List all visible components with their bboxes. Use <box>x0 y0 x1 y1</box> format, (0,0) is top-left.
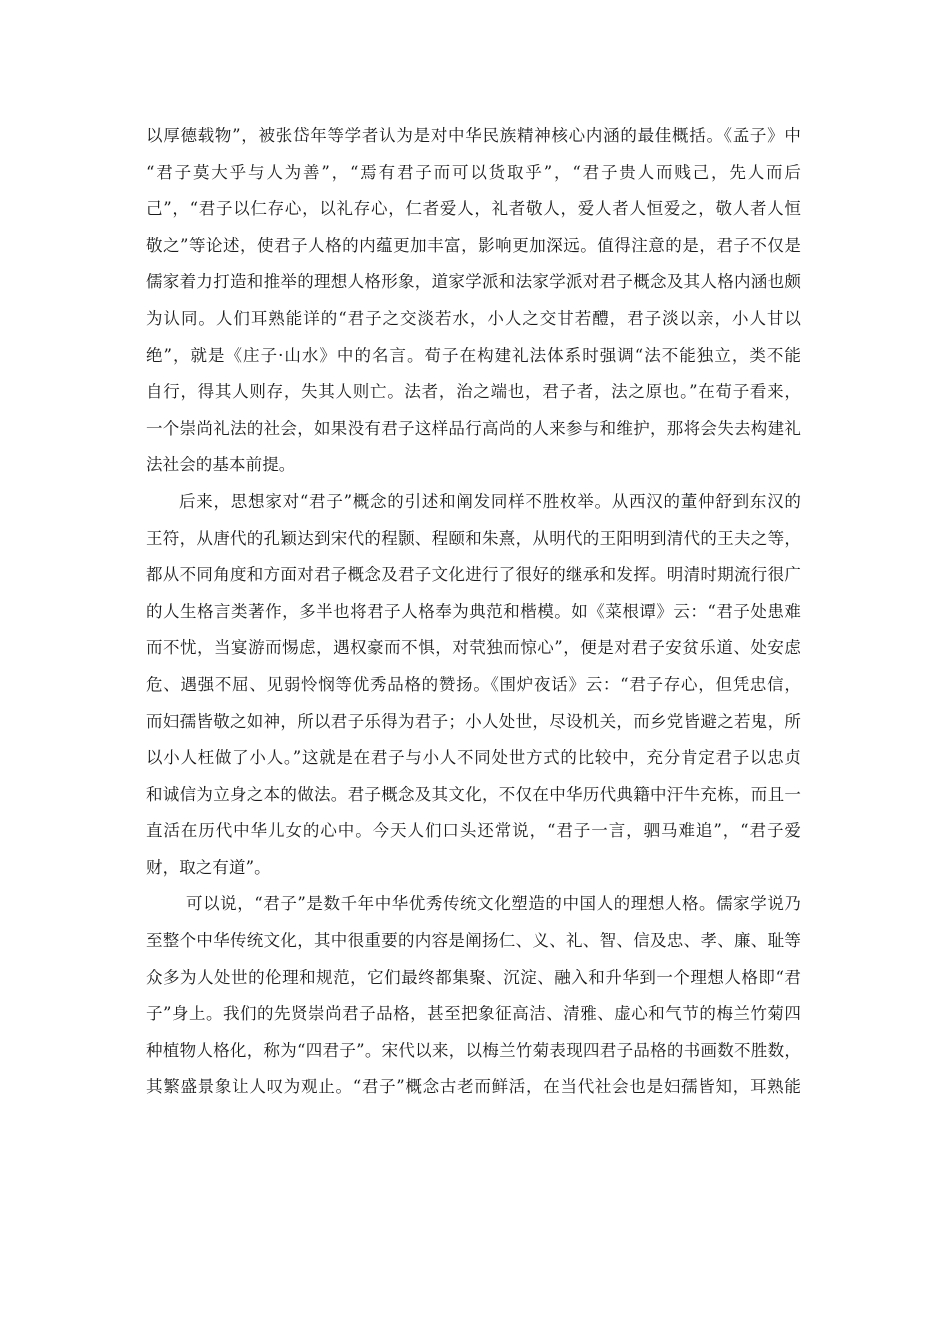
text-line: 直活在历代中华儿女的心中。今天人们口头还常说，“君子一言，驷马难追”，“君子爱 <box>146 821 801 841</box>
text-line: 王符，从唐代的孔颖达到宋代的程颢、程颐和朱熹，从明代的王阳明到清代的王夫之等， <box>146 528 801 548</box>
text-line: 而不忧，当宴游而惕虑，遇权豪而不惧，对茕独而惊心”，便是对君子安贫乐道、处安虑 <box>146 638 801 658</box>
text-line: 以小人枉做了小人。”这就是在君子与小人不同处世方式的比较中，充分肯定君子以忠贞 <box>146 748 801 768</box>
text-line: 以厚德载物”，被张岱年等学者认为是对中华民族精神核心内涵的最佳概括。《孟子》中 <box>146 126 801 145</box>
text-line: 己”，“君子以仁存心，以礼存心，仁者爱人，礼者敬人，爱人者人恒爱之，敬人者人恒 <box>146 199 801 219</box>
text-line: “君子莫大乎与人为善”，“焉有君子而可以货取乎”，“君子贵人而贱己，先人而后 <box>146 162 801 182</box>
text-line: 财，取之有道”。 <box>146 857 271 877</box>
text-line: 后来，思想家对“君子”概念的引述和阐发同样不胜枚举。从西汉的董仲舒到东汉的 <box>179 491 801 511</box>
paragraph-2 <box>146 484 801 887</box>
text-line: 儒家着力打造和推举的理想人格形象，道家学派和法家学派对君子概念及其人格内涵也颇 <box>146 272 801 292</box>
text-line: 而妇孺皆敬之如神，所以君子乐得为君子；小人处世，尽设机关，而乡党皆避之若鬼，所 <box>146 711 801 731</box>
text-line: 种植物人格化，称为“四君子”。宋代以来，以梅兰竹菊表现四君子品格的书画数不胜数， <box>146 1040 801 1060</box>
paragraph-1 <box>146 118 801 484</box>
text-line: 至整个中华传统文化，其中很重要的内容是阐扬仁、义、礼、智、信及忠、孝、廉、耻等 <box>146 931 801 951</box>
text-line: 法社会的基本前提。 <box>146 455 296 475</box>
text-line: 一个崇尚礼法的社会，如果没有君子这样品行高尚的人来参与和维护，那将会失去构建礼 <box>146 418 801 438</box>
text-line: 敬之”等论述，使君子人格的内蕴更加丰富，影响更加深远。值得注意的是，君子不仅是 <box>146 235 801 255</box>
text-line: 绝”，就是《庄子·山水》中的名言。荀子在构建礼法体系时强调“法不能独立，类不能 <box>146 345 801 365</box>
text-line: 其繁盛景象让人叹为观止。“君子”概念古老而鲜活，在当代社会也是妇孺皆知，耳熟能 <box>146 1077 801 1097</box>
text-line: 危、遇强不屈、见弱怜悯等优秀品格的赞扬。《围炉夜话》云：“君子存心，但凭忠信， <box>146 674 801 694</box>
text-line: 自行，得其人则存，失其人则亡。法者，治之端也，君子者，法之原也。”在荀子看来， <box>146 382 801 402</box>
text-line: 都从不同角度和方面对君子概念及君子文化进行了很好的继承和发挥。明清时期流行很广 <box>146 565 801 585</box>
text-line: 和诚信为立身之本的做法。君子概念及其文化，不仅在中华历代典籍中汗牛充栋，而且一 <box>146 784 801 804</box>
text-line: 可以说，“君子”是数千年中华优秀传统文化塑造的中国人的理想人格。儒家学说乃 <box>186 894 801 914</box>
text-line: 的人生格言类著作，多半也将君子人格奉为典范和楷模。如《菜根谭》云：“君子处患难 <box>146 601 801 621</box>
text-line: 为认同。人们耳熟能详的“君子之交淡若水，小人之交甘若醴，君子淡以亲，小人甘以 <box>146 308 801 328</box>
document-body <box>146 118 801 1106</box>
paragraph-3 <box>146 886 801 1106</box>
text-line: 子”身上。我们的先贤崇尚君子品格，甚至把象征高洁、清雅、虚心和气节的梅兰竹菊四 <box>146 1004 801 1024</box>
text-line: 众多为人处世的伦理和规范，它们最终都集聚、沉淀、融入和升华到一个理想人格即“君 <box>146 967 801 987</box>
